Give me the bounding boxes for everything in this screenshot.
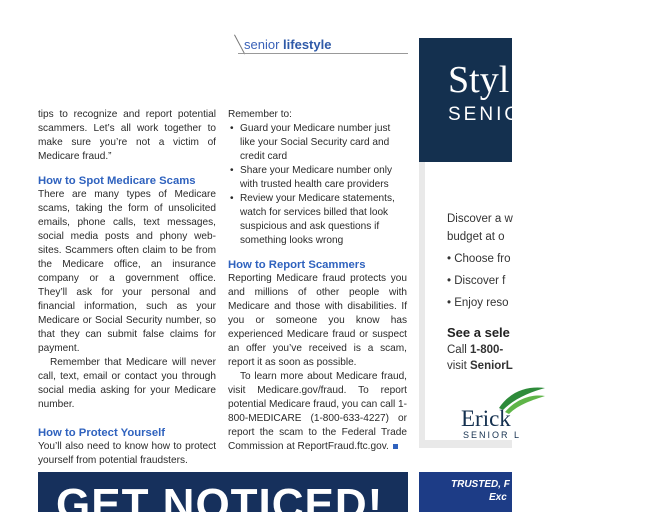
list-item: • Guard your Medicare number just like your Social Security card and credit card	[228, 122, 407, 164]
ad-body-text	[447, 210, 647, 374]
ad-bullet-item: • Discover f	[447, 275, 506, 287]
ad-subtitle: SENIO	[448, 104, 523, 125]
ad-website-link[interactable]: SeniorL	[470, 360, 513, 372]
end-of-article-mark	[393, 444, 398, 449]
ad-header-band	[419, 38, 523, 162]
report-paragraph-2	[228, 370, 407, 454]
ad-title: Styl	[448, 59, 510, 101]
section-header	[232, 35, 408, 55]
report-scammers-heading: How to Report Scammers	[228, 259, 366, 271]
list-item: • Review your Medicare statements, watch for services billed that look suspicious and ask questions if something looks wrong	[228, 192, 407, 248]
ad-logo-subtitle: SENIOR L	[463, 430, 522, 440]
remember-bullet-list	[228, 122, 407, 248]
remember-to-label: Remember to:	[228, 109, 292, 120]
ad-call-line: Call 1-800-	[447, 344, 504, 356]
ad-discover-line-2: budget at o	[447, 231, 505, 243]
report-paragraph-1: Reporting Medicare fraud protects you and millions of other people with Medicare and those with disabilities. If you or someone you know has experienced Medicare fraud or suspect an offer you’ve received is a scam, report it as soon as possible.	[228, 273, 407, 368]
protect-yourself-paragraph: You’ll also need to know how to protect yourself from potential fraudsters.	[38, 441, 216, 466]
trusted-ad-line-2: Exc	[489, 492, 507, 503]
list-item: • Share your Medicare number only with trusted health care providers	[228, 164, 407, 192]
get-noticed-headline: GET NOTICED!	[56, 480, 384, 529]
ad-bullet-item: • Enjoy reso	[447, 297, 509, 309]
ad-visit-line: visit SeniorL	[447, 360, 513, 372]
ad-phone-number[interactable]: 1-800-	[470, 344, 504, 356]
spot-scams-heading: How to Spot Medicare Scams	[38, 175, 196, 187]
article-left-column	[38, 108, 216, 468]
ad-logo-name: Erick	[461, 406, 511, 431]
spot-scams-paragraph-2: Remember that Medicare will never call, text, email or contact you through social media asking for your Medicare number.	[38, 357, 216, 410]
article-middle-column	[228, 108, 407, 454]
intro-paragraph: tips to recognize and report potential scammers. Let’s all work together to make sure you’re not a victim of Medicare fraud.”	[38, 109, 216, 162]
get-noticed-ad[interactable]	[38, 472, 408, 529]
section-label	[244, 37, 331, 52]
trusted-ad-line-1: TRUSTED, F	[451, 479, 510, 490]
trusted-ad[interactable]	[419, 472, 512, 512]
report-paragraph-2-text: To learn more about Medicare fraud, visit Medicare.gov/fraud. To report potential Medicare fraud, you can call 1-800-MEDICARE (1-800-633-4227) or report the scam to the Federal Trade Commission at ReportFraud.ftc.gov.	[228, 371, 407, 452]
header-rule	[238, 53, 408, 54]
ad-bullet-item: • Choose fro	[447, 253, 511, 265]
section-label-bold: lifestyle	[283, 37, 332, 52]
senior-living-ad[interactable]	[419, 38, 523, 448]
protect-yourself-heading: How to Protect Yourself	[38, 427, 166, 439]
section-label-light: senior	[244, 37, 280, 52]
ad-see-line: See a sele	[447, 325, 510, 340]
ad-body-panel	[425, 162, 522, 440]
ad-discover-line-1: Discover a w	[447, 213, 513, 225]
spot-scams-paragraph-1: There are many types of Medicare scams, taking the form of unsolicited emails, phone calls, text messages, social media posts and phony web-sites. Scammers often claim to be from the Medicare office, an insurance company or a government office. They’ll ask for your personal and financial information, such as your Medicare or Social Security number, so that they can submit false claims for payment.	[38, 189, 216, 354]
